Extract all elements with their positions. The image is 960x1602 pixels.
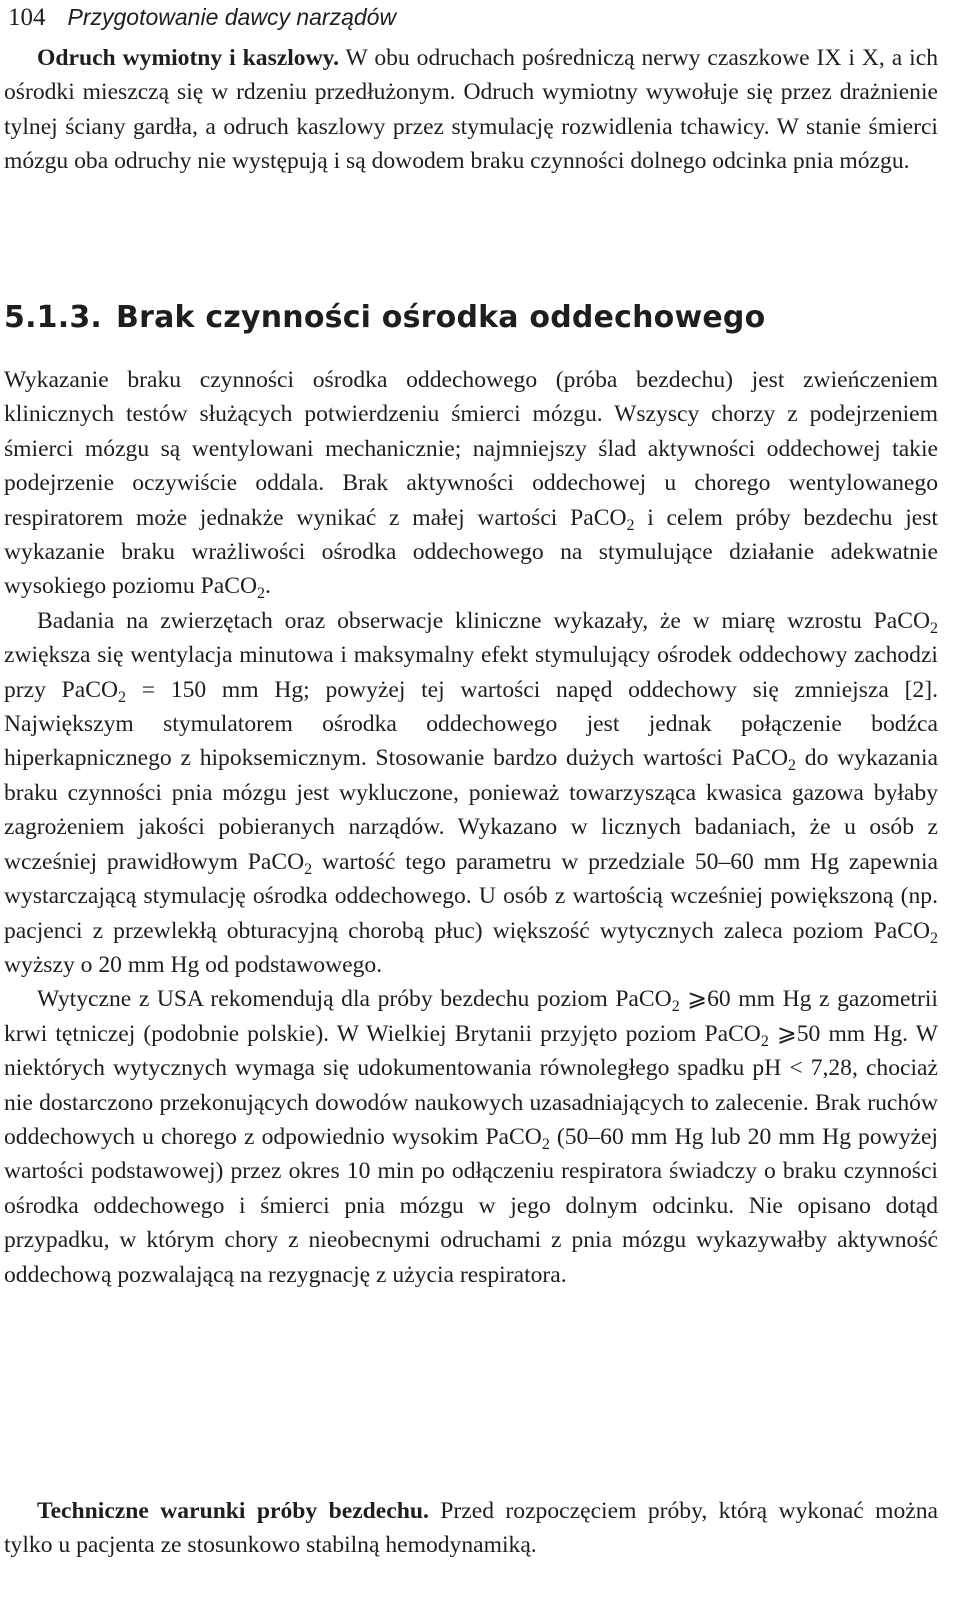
- paragraph-2: Badania na zwierzętach oraz obserwacje kliniczne wykazały, że w miarę wzrostu PaCO$_2$ zwiększa się wentylacja minutowa i maksymalny efekt stymulujący ośrodek oddechowy zachodzi przy PaCO$_2$ = 150 mm Hg; powyżej tej wartości napęd oddechowy się zmniejsza [2]. Największym stymulatorem ośrodka oddechowego jest jednak połączenie bodźca hiperkapnicznego z hipoksemicznym. Stosowanie bardzo dużych wartości PaCO$_2$ do wykazania braku czynności pnia mózgu jest wykluczone, ponieważ towarzysząca kwasica gazowa byłaby zagrożeniem jakości pobieranych narządów. Wykazano w licznych badaniach, że u osób z wcześniej prawidłowym PaCO$_2$ wartość tego parametru w przedziale 50–60 mm Hg zapewnia wystarczającą stymulację ośrodka oddechowego. U osób z wartością wcześniej powiększoną (np. pacjenci z przewlekłą obturacyjną chorobą płuc) większość wytycznych zaleca poziom PaCO$_2$ wyższy o 20 mm Hg od podstawowego.: [4, 607, 939, 978]
- paco2-term: PaCO$_2$: [247, 848, 313, 878]
- page-number: 104: [8, 4, 46, 31]
- paco2-term: PaCO$_2$: [615, 986, 680, 1016]
- paco2-term: PaCO$_2$: [570, 504, 635, 534]
- paco2-term: PaCO$_2$: [873, 607, 938, 637]
- paco2-term: PaCO$_2$: [704, 1020, 769, 1050]
- paragraph-techniczne: Techniczne warunki próby bezdechu. Przed rozpoczęciem próby, którą wykonać można tylko u pacjenta ze stosunkowo stabilną hemodynamiką.: [4, 1498, 938, 1559]
- running-head: [8, 2, 396, 33]
- paragraph-odruch: Odruch wymiotny i kaszlowy. W obu odruchach pośredniczą nerwy czaszkowe IX i X, a ich ośrodki mieszczą się w rdzeniu przedłużonym. Odruch wymiotny wywołuje się przez drażnienie tylnej ściany gardła, a odruch kaszlowy przez stymulację rozwidlenia tchawicy. W stanie śmierci mózgu oba odruchy nie występują i są dowodem braku czynności dolnego odcinka pnia mózgu.: [4, 45, 938, 175]
- paco2-term: PaCO$_2$: [873, 917, 938, 947]
- paco2-term: PaCO$_2$: [731, 745, 797, 775]
- run-in-heading-techniczne: Techniczne warunki próby bezdechu.: [37, 1498, 429, 1524]
- section-heading: [4, 298, 765, 338]
- paragraph-3: Wytyczne z USA rekomendują dla próby bezdechu poziom PaCO$_2$ ⩾60 mm Hg z gazometrii krwi tętniczej (podobnie polskie). W Wielkiej Brytanii przyjęto poziom PaCO$_2$ ⩾50 mm Hg. W niektórych wytycznych wymaga się udokumentowania równoległego spadku pH < 7,28, chociaż nie dostarczono przekonujących dowodów naukowych uzasadniających to zalecenie. Brak ruchów oddechowych u chorego z odpowiednio wysokim PaCO$_2$ (50–60 mm Hg lub 20 mm Hg powyżej wartości podstawowej) przez okres 10 min po odłączeniu respiratora świadczy o braku czynności ośrodka oddechowego i śmierci pnia mózgu w jego dolnym odcinku. Nie opisano dotąd przypadku, w którym chory z nieobecnymi odruchami z pnia mózgu wykazywałby aktywność oddechową pozwalającą na rezygnację z użycia respiratora.: [4, 986, 938, 1288]
- paco2-term: PaCO$_2$: [485, 1123, 550, 1154]
- paco2-term: PaCO$_2$: [61, 676, 127, 706]
- run-in-heading-odruch: Odruch wymiotny i kaszlowy.: [37, 45, 340, 71]
- paragraph-1: Wykazanie braku czynności ośrodka oddechowego (próba bezdechu) jest zwieńczeniem klinicznych testów służących potwierdzeniu śmierci mózgu. Wszyscy chorzy z podejrzeniem śmierci mózgu są wentylowani mechanicznie; najmniejszy ślad aktywności oddechowej takie podejrzenie oczywiście oddala. Brak aktywności oddechowej u chorego wentylowanego respiratorem może jednakże wynikać z małej wartości PaCO$_2$ i celem próby bezdechu jest wykazanie braku wrażliwości ośrodka oddechowego na stymulujące działanie adekwatnie wysokiego poziomu PaCO$_2$.: [4, 367, 938, 603]
- section-title: Brak czynności ośrodka oddechowego: [116, 300, 766, 335]
- running-head-title: Przygotowanie dawcy narządów: [67, 4, 397, 30]
- section-number: 5.1.3.: [4, 300, 103, 335]
- section-body: [4, 363, 938, 1292]
- paco2-term: PaCO$_2$: [200, 573, 265, 603]
